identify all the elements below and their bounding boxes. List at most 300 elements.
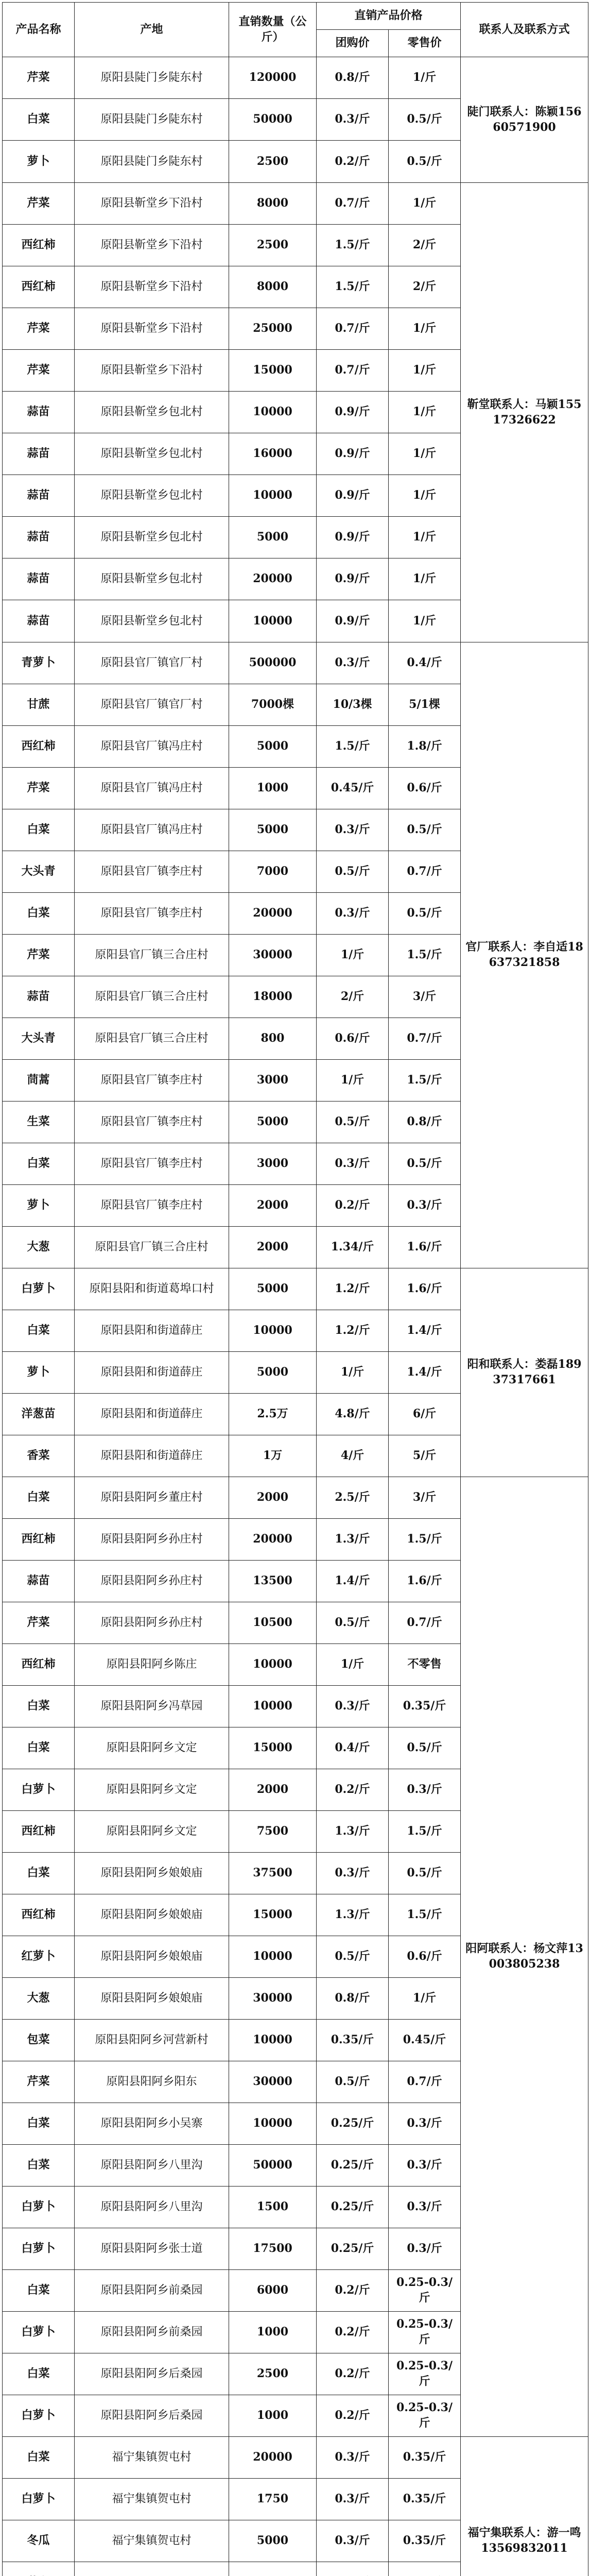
table-row (3, 2437, 588, 2479)
quantity-cell: 30000 (229, 935, 317, 976)
quantity-cell: 2000 (229, 1227, 317, 1268)
origin-cell: 原阳县官厂镇官厂村 (75, 642, 229, 684)
quantity-cell: 10000 (229, 600, 317, 642)
origin-cell: 原阳县阳和街道薛庄 (75, 1310, 229, 1352)
retail-price-cell: 0.5/斤 (389, 99, 461, 141)
product-name-cell: 蒜苗 (3, 392, 75, 433)
quantity-cell: 5000 (229, 517, 317, 558)
product-name-cell: 冬瓜 (3, 2520, 75, 2562)
quantity-cell: 2000 (229, 1769, 317, 1811)
quantity-cell: 1500 (229, 2187, 317, 2228)
origin-cell: 原阳县陡门乡陡东村 (75, 141, 229, 183)
quantity-cell: 6000 (229, 2270, 317, 2312)
origin-cell: 原阳县官厂镇三合庄村 (75, 1227, 229, 1268)
group-price-cell: 0.2/斤 (317, 141, 389, 183)
origin-cell: 原阳县靳堂乡包北村 (75, 475, 229, 517)
retail-price-cell: 1.5/斤 (389, 1894, 461, 1936)
header-contact: 联系人及联系方式 (461, 3, 588, 57)
product-name-cell: 蒜苗 (3, 433, 75, 475)
origin-cell: 原阳县阳和街道葛埠口村 (75, 1268, 229, 1310)
group-price-cell: 1.5/斤 (317, 266, 389, 308)
header-retail-price: 零售价 (389, 30, 461, 57)
contact-cell: 官厂联系人：李自适18637321858 (461, 642, 588, 1268)
header-product: 产品名称 (3, 3, 75, 57)
retail-price-cell: 0.7/斤 (389, 1018, 461, 1060)
origin-cell: 原阳县靳堂乡下沿村 (75, 308, 229, 350)
group-price-cell: 0.7/斤 (317, 183, 389, 225)
retail-price-cell: 0.3/斤 (389, 2228, 461, 2270)
group-price-cell: 0.45/斤 (317, 768, 389, 809)
origin-cell: 原阳县靳堂乡下沿村 (75, 183, 229, 225)
contact-cell: 阳阿联系人：杨文萍13003805238 (461, 1477, 588, 2437)
origin-cell: 原阳县陡门乡陡东村 (75, 57, 229, 99)
retail-price-cell: 1/斤 (389, 308, 461, 350)
retail-price-cell: 0.35/斤 (389, 1686, 461, 1727)
retail-price-cell: 0.35/斤 (389, 2437, 461, 2479)
retail-price-cell: 0.3/斤 (389, 2145, 461, 2187)
product-name-cell: 白菜 (3, 2103, 75, 2145)
group-price-cell: 0.5/斤 (317, 1936, 389, 1978)
group-price-cell: 0.3/斤 (317, 809, 389, 851)
table-row (3, 183, 588, 225)
product-name-cell: 白萝卜 (3, 2395, 75, 2437)
quantity-cell: 25000 (229, 308, 317, 350)
retail-price-cell (389, 2562, 461, 2576)
product-name-cell: 蒜苗 (3, 517, 75, 558)
origin-cell: 原阳县阳和街道薛庄 (75, 1352, 229, 1394)
retail-price-cell: 1/斤 (389, 1978, 461, 2020)
quantity-cell: 10000 (229, 2020, 317, 2061)
group-price-cell: 0.25/斤 (317, 2228, 389, 2270)
contact-cell: 福宁集联系人：游一鸣13569832011 (461, 2437, 588, 2576)
retail-price-cell: 0.3/斤 (389, 2187, 461, 2228)
quantity-cell: 7500 (229, 1811, 317, 1853)
origin-cell: 原阳县官厂镇李庄村 (75, 1101, 229, 1143)
quantity-cell: 800 (229, 1018, 317, 1060)
group-price-cell: 1/斤 (317, 935, 389, 976)
retail-price-cell: 0.3/斤 (389, 1769, 461, 1811)
quantity-cell: 20000 (229, 2437, 317, 2479)
quantity-cell: 17500 (229, 2228, 317, 2270)
product-name-cell: 白菜 (3, 2145, 75, 2187)
retail-price-cell: 0.35/斤 (389, 2520, 461, 2562)
retail-price-cell: 2/斤 (389, 266, 461, 308)
retail-price-cell: 1.5/斤 (389, 1060, 461, 1101)
quantity-cell: 2500 (229, 2353, 317, 2395)
origin-cell: 原阳县官厂镇冯庄村 (75, 768, 229, 809)
product-name-cell: 蒜苗 (3, 976, 75, 1018)
origin-cell: 原阳县阳阿乡张士道 (75, 2228, 229, 2270)
quantity-cell: 16000 (229, 433, 317, 475)
quantity-cell: 500000 (229, 642, 317, 684)
group-price-cell: 1/斤 (317, 1060, 389, 1101)
origin-cell: 原阳县阳阿乡河营新村 (75, 2020, 229, 2061)
origin-cell: 福宁集镇贺屯村 (75, 2520, 229, 2562)
contact-cell: 阳和联系人：娄磊18937317661 (461, 1268, 588, 1477)
product-name-cell: 蒜苗 (3, 475, 75, 517)
retail-price-cell: 0.25-0.3/斤 (389, 2270, 461, 2312)
group-price-cell (317, 2562, 389, 2576)
group-price-cell: 0.2/斤 (317, 1769, 389, 1811)
table-row (3, 1268, 588, 1310)
group-price-cell: 0.9/斤 (317, 558, 389, 600)
quantity-cell: 10000 (229, 475, 317, 517)
product-name-cell: 生菜 (3, 1101, 75, 1143)
product-name-cell: 萝卜 (3, 1185, 75, 1227)
quantity-cell: 2500 (229, 225, 317, 266)
product-name-cell: 白菜 (3, 893, 75, 935)
group-price-cell: 0.2/斤 (317, 1185, 389, 1227)
table-row (3, 1477, 588, 1519)
retail-price-cell: 1/斤 (389, 433, 461, 475)
quantity-cell: 5000 (229, 1352, 317, 1394)
origin-cell: 原阳县靳堂乡包北村 (75, 433, 229, 475)
retail-price-cell: 0.3/斤 (389, 1185, 461, 1227)
retail-price-cell: 不零售 (389, 1644, 461, 1686)
product-name-cell: 芹菜 (3, 1602, 75, 1644)
origin-cell: 原阳县官厂镇李庄村 (75, 1185, 229, 1227)
quantity-cell: 20000 (229, 558, 317, 600)
origin-cell: 原阳县靳堂乡下沿村 (75, 350, 229, 392)
quantity-cell: 10500 (229, 1602, 317, 1644)
group-price-cell: 0.9/斤 (317, 475, 389, 517)
product-name-cell: 白菜 (3, 1853, 75, 1894)
quantity-cell: 5000 (229, 726, 317, 768)
product-name-cell: 白萝卜 (3, 1268, 75, 1310)
product-name-cell: 芹菜 (3, 183, 75, 225)
origin-cell: 福宁集镇贺屯村 (75, 2479, 229, 2520)
origin-cell: 原阳县阳和街道薛庄 (75, 1394, 229, 1435)
origin-cell: 原阳县阳阿乡文定 (75, 1769, 229, 1811)
product-name-cell: 白萝卜 (3, 2312, 75, 2353)
quantity-cell: 30000 (229, 1978, 317, 2020)
quantity-cell (229, 2562, 317, 2576)
retail-price-cell: 5/1棵 (389, 684, 461, 726)
quantity-cell: 30000 (229, 2061, 317, 2103)
quantity-cell: 8000 (229, 266, 317, 308)
origin-cell: 原阳县靳堂乡包北村 (75, 600, 229, 642)
group-price-cell: 1.3/斤 (317, 1894, 389, 1936)
retail-price-cell: 1/斤 (389, 57, 461, 99)
table-row (3, 57, 588, 99)
group-price-cell: 0.35/斤 (317, 2020, 389, 2061)
quantity-cell: 3000 (229, 1143, 317, 1185)
quantity-cell: 50000 (229, 2145, 317, 2187)
quantity-cell: 10000 (229, 392, 317, 433)
group-price-cell: 1.5/斤 (317, 726, 389, 768)
retail-price-cell: 0.5/斤 (389, 1727, 461, 1769)
group-price-cell: 1.34/斤 (317, 1227, 389, 1268)
table-row (3, 642, 588, 684)
product-name-cell: 蒜苗 (3, 558, 75, 600)
retail-price-cell: 0.8/斤 (389, 1101, 461, 1143)
contact-cell: 陡门联系人：陈颖15660571900 (461, 57, 588, 183)
quantity-cell: 5000 (229, 1268, 317, 1310)
header-group-price: 团购价 (317, 30, 389, 57)
quantity-cell: 15000 (229, 1894, 317, 1936)
quantity-cell: 18000 (229, 976, 317, 1018)
quantity-cell: 5000 (229, 2520, 317, 2562)
product-name-cell: 白菜 (3, 2437, 75, 2479)
product-name-cell: 芹菜 (3, 2061, 75, 2103)
origin-cell: 原阳县阳阿乡前桑园 (75, 2312, 229, 2353)
retail-price-cell: 0.6/斤 (389, 768, 461, 809)
origin-cell: 原阳县阳阿乡后桑园 (75, 2353, 229, 2395)
retail-price-cell: 6/斤 (389, 1394, 461, 1435)
product-name-cell (3, 2562, 75, 2576)
retail-price-cell: 0.5/斤 (389, 809, 461, 851)
origin-cell: 原阳县阳阿乡董庄村 (75, 1477, 229, 1519)
group-price-cell: 0.5/斤 (317, 2061, 389, 2103)
product-name-cell: 白菜 (3, 2353, 75, 2395)
quantity-cell: 15000 (229, 350, 317, 392)
retail-price-cell: 0.45/斤 (389, 2020, 461, 2061)
origin-cell: 原阳县阳和街道薛庄 (75, 1435, 229, 1477)
origin-cell: 原阳县陡门乡陡东村 (75, 99, 229, 141)
product-name-cell: 洋葱苗 (3, 1394, 75, 1435)
product-name-cell: 白菜 (3, 1310, 75, 1352)
group-price-cell: 0.3/斤 (317, 1143, 389, 1185)
origin-cell: 原阳县阳阿乡文定 (75, 1727, 229, 1769)
origin-cell: 原阳县官厂镇李庄村 (75, 1060, 229, 1101)
product-name-cell: 萝卜 (3, 141, 75, 183)
group-price-cell: 1.3/斤 (317, 1519, 389, 1561)
contact-cell: 靳堂联系人：马颖15517326622 (461, 183, 588, 642)
origin-cell: 原阳县靳堂乡下沿村 (75, 266, 229, 308)
retail-price-cell: 1/斤 (389, 350, 461, 392)
retail-price-cell: 2/斤 (389, 225, 461, 266)
product-name-cell: 大葱 (3, 1227, 75, 1268)
group-price-cell: 0.4/斤 (317, 1727, 389, 1769)
retail-price-cell: 1/斤 (389, 392, 461, 433)
product-name-cell: 芹菜 (3, 350, 75, 392)
product-name-cell: 西红柿 (3, 266, 75, 308)
quantity-cell: 37500 (229, 1853, 317, 1894)
group-price-cell: 2/斤 (317, 976, 389, 1018)
quantity-cell: 120000 (229, 57, 317, 99)
retail-price-cell: 1/斤 (389, 475, 461, 517)
quantity-cell: 2500 (229, 141, 317, 183)
produce-table (2, 2, 588, 2576)
retail-price-cell: 0.7/斤 (389, 1602, 461, 1644)
retail-price-cell: 0.7/斤 (389, 851, 461, 893)
retail-price-cell: 1/斤 (389, 517, 461, 558)
group-price-cell: 0.9/斤 (317, 392, 389, 433)
retail-price-cell: 3/斤 (389, 976, 461, 1018)
origin-cell: 原阳县阳阿乡陈庄 (75, 1644, 229, 1686)
product-name-cell: 香菜 (3, 1435, 75, 1477)
quantity-cell: 10000 (229, 2103, 317, 2145)
group-price-cell: 2.5/斤 (317, 1477, 389, 1519)
product-name-cell: 包菜 (3, 2020, 75, 2061)
product-name-cell: 西红柿 (3, 1894, 75, 1936)
quantity-cell: 1000 (229, 768, 317, 809)
quantity-cell: 2000 (229, 1185, 317, 1227)
group-price-cell: 0.3/斤 (317, 2437, 389, 2479)
origin-cell: 原阳县阳阿乡文定 (75, 1811, 229, 1853)
group-price-cell: 0.25/斤 (317, 2145, 389, 2187)
origin-cell: 原阳县官厂镇李庄村 (75, 851, 229, 893)
origin-cell: 原阳县靳堂乡包北村 (75, 558, 229, 600)
group-price-cell: 0.6/斤 (317, 1018, 389, 1060)
retail-price-cell: 0.5/斤 (389, 893, 461, 935)
origin-cell: 原阳县阳阿乡孙庄村 (75, 1519, 229, 1561)
group-price-cell: 0.3/斤 (317, 1853, 389, 1894)
origin-cell: 原阳县阳阿乡小吴寨 (75, 2103, 229, 2145)
quantity-cell: 10000 (229, 1310, 317, 1352)
origin-cell: 原阳县官厂镇冯庄村 (75, 809, 229, 851)
product-name-cell: 芹菜 (3, 935, 75, 976)
origin-cell: 原阳县阳阿乡娘娘庙 (75, 1853, 229, 1894)
group-price-cell: 0.2/斤 (317, 2395, 389, 2437)
group-price-cell: 0.7/斤 (317, 308, 389, 350)
product-name-cell: 西红柿 (3, 1644, 75, 1686)
group-price-cell: 1.3/斤 (317, 1811, 389, 1853)
header-price: 直销产品价格 (317, 3, 461, 30)
product-name-cell: 大葱 (3, 1978, 75, 2020)
group-price-cell: 0.25/斤 (317, 2187, 389, 2228)
group-price-cell: 0.3/斤 (317, 2479, 389, 2520)
product-name-cell: 白菜 (3, 1477, 75, 1519)
origin-cell: 原阳县官厂镇三合庄村 (75, 976, 229, 1018)
retail-price-cell: 0.25-0.3/斤 (389, 2353, 461, 2395)
origin-cell: 原阳县官厂镇三合庄村 (75, 935, 229, 976)
group-price-cell: 0.2/斤 (317, 2270, 389, 2312)
group-price-cell: 1/斤 (317, 1644, 389, 1686)
origin-cell: 原阳县官厂镇三合庄村 (75, 1018, 229, 1060)
table-body (3, 57, 588, 2576)
origin-cell: 原阳县阳阿乡娘娘庙 (75, 1894, 229, 1936)
origin-cell: 原阳县阳阿乡后桑园 (75, 2395, 229, 2437)
retail-price-cell: 1.6/斤 (389, 1268, 461, 1310)
retail-price-cell: 1.6/斤 (389, 1227, 461, 1268)
retail-price-cell: 0.6/斤 (389, 1936, 461, 1978)
retail-price-cell: 1.5/斤 (389, 1811, 461, 1853)
product-name-cell: 大头青 (3, 1018, 75, 1060)
retail-price-cell: 1.4/斤 (389, 1310, 461, 1352)
origin-cell: 原阳县靳堂乡包北村 (75, 517, 229, 558)
group-price-cell: 0.5/斤 (317, 1101, 389, 1143)
quantity-cell: 7000棵 (229, 684, 317, 726)
group-price-cell: 0.8/斤 (317, 1978, 389, 2020)
retail-price-cell: 1/斤 (389, 183, 461, 225)
group-price-cell: 4/斤 (317, 1435, 389, 1477)
origin-cell: 原阳县官厂镇官厂村 (75, 684, 229, 726)
group-price-cell: 0.3/斤 (317, 1686, 389, 1727)
origin-cell: 原阳县阳阿乡娘娘庙 (75, 1936, 229, 1978)
product-name-cell: 蒜苗 (3, 600, 75, 642)
product-name-cell: 西红柿 (3, 1519, 75, 1561)
quantity-cell: 3000 (229, 1060, 317, 1101)
group-price-cell: 0.25/斤 (317, 2103, 389, 2145)
retail-price-cell: 3/斤 (389, 1477, 461, 1519)
group-price-cell: 0.3/斤 (317, 2520, 389, 2562)
group-price-cell: 1.2/斤 (317, 1310, 389, 1352)
product-name-cell: 白萝卜 (3, 2479, 75, 2520)
quantity-cell: 20000 (229, 893, 317, 935)
product-name-cell: 白菜 (3, 1686, 75, 1727)
quantity-cell: 13500 (229, 1561, 317, 1602)
group-price-cell: 0.2/斤 (317, 2353, 389, 2395)
product-name-cell: 白萝卜 (3, 1769, 75, 1811)
origin-cell: 原阳县阳阿乡娘娘庙 (75, 1978, 229, 2020)
group-price-cell: 1.4/斤 (317, 1561, 389, 1602)
quantity-cell: 10000 (229, 1644, 317, 1686)
quantity-cell: 1000 (229, 2395, 317, 2437)
quantity-cell: 5000 (229, 1101, 317, 1143)
origin-cell: 原阳县官厂镇李庄村 (75, 1143, 229, 1185)
origin-cell (75, 2562, 229, 2576)
product-name-cell: 西红柿 (3, 1811, 75, 1853)
origin-cell: 原阳县阳阿乡阳东 (75, 2061, 229, 2103)
quantity-cell: 50000 (229, 99, 317, 141)
group-price-cell: 1/斤 (317, 1352, 389, 1394)
origin-cell: 原阳县阳阿乡冯草园 (75, 1686, 229, 1727)
quantity-cell: 10000 (229, 1936, 317, 1978)
origin-cell: 福宁集镇贺屯村 (75, 2437, 229, 2479)
group-price-cell: 10/3棵 (317, 684, 389, 726)
group-price-cell: 1.5/斤 (317, 225, 389, 266)
product-name-cell: 蒜苗 (3, 1561, 75, 1602)
product-name-cell: 芹菜 (3, 768, 75, 809)
quantity-cell: 2.5万 (229, 1394, 317, 1435)
group-price-cell: 0.3/斤 (317, 893, 389, 935)
group-price-cell: 0.8/斤 (317, 57, 389, 99)
product-name-cell: 白菜 (3, 2270, 75, 2312)
product-name-cell: 白萝卜 (3, 2187, 75, 2228)
product-name-cell: 大头青 (3, 851, 75, 893)
quantity-cell: 2000 (229, 1477, 317, 1519)
product-name-cell: 白菜 (3, 809, 75, 851)
origin-cell: 原阳县靳堂乡下沿村 (75, 225, 229, 266)
quantity-cell: 1000 (229, 2312, 317, 2353)
quantity-cell: 1万 (229, 1435, 317, 1477)
retail-price-cell: 1.6/斤 (389, 1561, 461, 1602)
header-origin: 产地 (75, 3, 229, 57)
product-name-cell: 红萝卜 (3, 1936, 75, 1978)
quantity-cell: 20000 (229, 1519, 317, 1561)
retail-price-cell: 1.5/斤 (389, 935, 461, 976)
group-price-cell: 0.9/斤 (317, 517, 389, 558)
group-price-cell: 4.8/斤 (317, 1394, 389, 1435)
retail-price-cell: 0.25-0.3/斤 (389, 2395, 461, 2437)
header-row (3, 3, 588, 30)
group-price-cell: 0.9/斤 (317, 433, 389, 475)
retail-price-cell: 0.4/斤 (389, 642, 461, 684)
group-price-cell: 0.5/斤 (317, 851, 389, 893)
retail-price-cell: 1.5/斤 (389, 1519, 461, 1561)
group-price-cell: 0.5/斤 (317, 1602, 389, 1644)
group-price-cell: 0.9/斤 (317, 600, 389, 642)
quantity-cell: 8000 (229, 183, 317, 225)
retail-price-cell: 0.5/斤 (389, 1143, 461, 1185)
retail-price-cell: 1.8/斤 (389, 726, 461, 768)
retail-price-cell: 1/斤 (389, 600, 461, 642)
origin-cell: 原阳县阳阿乡八里沟 (75, 2187, 229, 2228)
origin-cell: 原阳县阳阿乡前桑园 (75, 2270, 229, 2312)
group-price-cell: 0.2/斤 (317, 2312, 389, 2353)
product-name-cell: 茼蒿 (3, 1060, 75, 1101)
retail-price-cell: 1/斤 (389, 558, 461, 600)
product-name-cell: 白菜 (3, 1143, 75, 1185)
product-name-cell: 芹菜 (3, 57, 75, 99)
product-name-cell: 甘蔗 (3, 684, 75, 726)
product-name-cell: 白菜 (3, 1727, 75, 1769)
product-name-cell: 西红柿 (3, 726, 75, 768)
group-price-cell: 0.3/斤 (317, 99, 389, 141)
origin-cell: 原阳县阳阿乡孙庄村 (75, 1561, 229, 1602)
group-price-cell: 0.7/斤 (317, 350, 389, 392)
